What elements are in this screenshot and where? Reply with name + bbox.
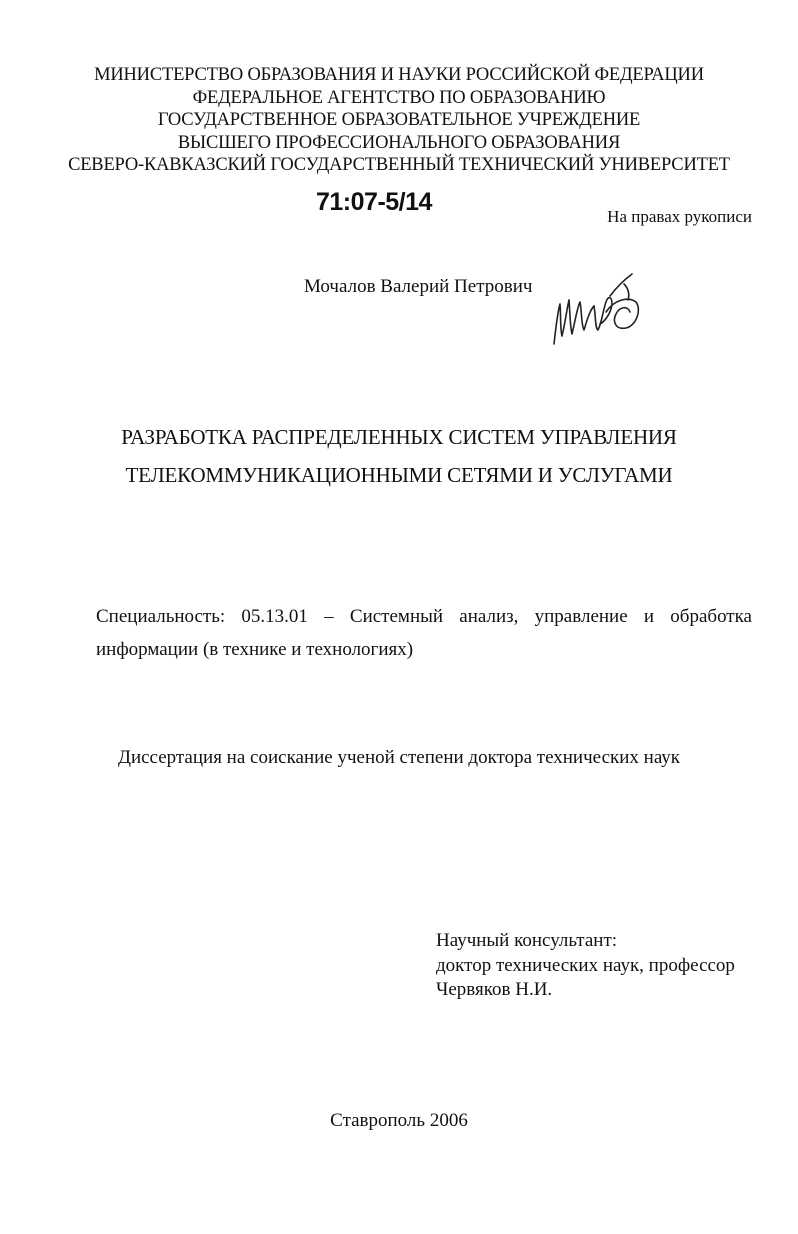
city-year: Ставрополь 2006 — [330, 1110, 468, 1131]
consultant-label: Научный консультант: — [436, 930, 618, 951]
scientific-consultant — [436, 929, 735, 1003]
rights-note: На правах рукописи — [607, 207, 752, 226]
header-line: ВЫСШЕГО ПРОФЕССИОНАЛЬНОГО ОБРАЗОВАНИЯ — [177, 132, 621, 153]
consultant-degree: доктор технических наук, профессор — [436, 954, 735, 976]
institution-header — [0, 64, 798, 177]
title-line: РАЗРАБОТКА РАСПРЕДЕЛЕННЫХ СИСТЕМ УПРАВЛЕНИЯ — [121, 425, 677, 449]
header-line: ФЕДЕРАЛЬНОЕ АГЕНТСТВО ПО ОБРАЗОВАНИЮ — [192, 87, 606, 108]
consultant-name: Червяков Н.И. — [436, 979, 553, 1000]
dissertation-title — [0, 418, 798, 494]
author-name: Мочалов Валерий Петрович — [304, 276, 533, 297]
title-line: ТЕЛЕКОММУНИКАЦИОННЫМИ СЕТЯМИ И УСЛУГАМИ — [125, 463, 673, 487]
catalog-code: 71:07-5/14 — [316, 188, 432, 216]
dissertation-degree: Диссертация на соискание ученой степени доктора технических наук — [117, 747, 681, 768]
header-line: СЕВЕРО-КАВКАЗСКИЙ ГОСУДАРСТВЕННЫЙ ТЕХНИЧЕСКИЙ УНИВЕРСИТЕТ — [68, 155, 730, 175]
header-line: ГОСУДАРСТВЕННОЕ ОБРАЗОВАТЕЛЬНОЕ УЧРЕЖДЕНИЕ — [157, 110, 641, 130]
header-line: МИНИСТЕРСТВО ОБРАЗОВАНИЯ И НАУКИ РОССИЙСКОЙ ФЕДЕРАЦИИ — [94, 65, 704, 85]
specialty-text: Специальность: 05.13.01 – Системный анализ, управление и обработка информации (в технике и технологиях) — [96, 606, 752, 660]
handwritten-signature — [548, 266, 644, 352]
